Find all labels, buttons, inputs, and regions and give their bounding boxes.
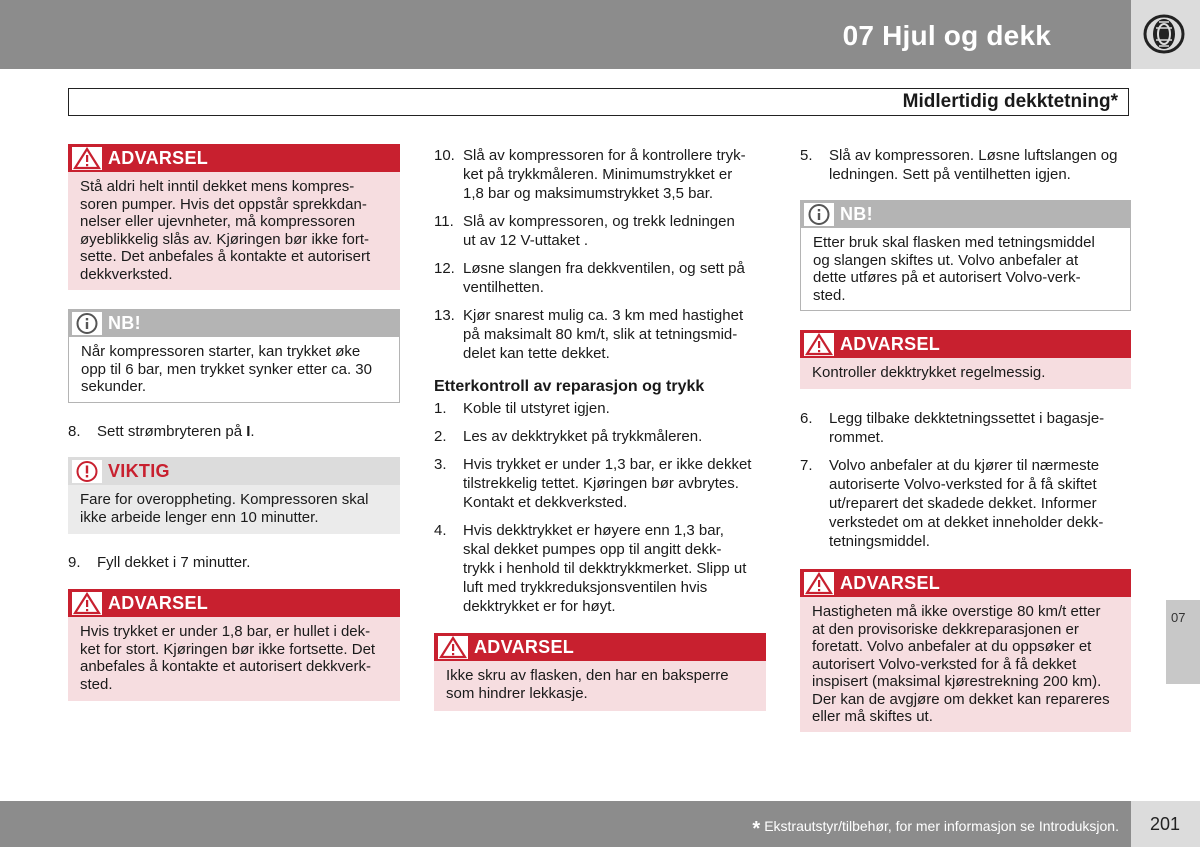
warning-text: Hastigheten må ikke overstige 80 km/t etter at den provisoriske dekkreparasjonen er foretatt. Volvo anbefaler at du oppsøker et autorisert Volvo-verksted for å få dekket inspisert (maksimal kjørestrekning 200 km). Der kan de avgjøre om dekket kan repareres eller må skiftes ut. (800, 597, 1131, 732)
warning-title: ADVARSEL (840, 573, 941, 593)
step-text: Legg tilbake dekktetningssettet i bagasje- rommet. (829, 410, 1105, 446)
page-number-box (1131, 801, 1200, 847)
section-title: Midlertidig dekktetning* (902, 91, 1118, 112)
step-number: 7. (800, 457, 813, 474)
warning-text: Hvis trykket er under 1,8 bar, er hullet i dek- ket for stort. Kjøringen bør ikke fortsette. Det anbefales å kontakte et autorisert dekkverk- sted. (68, 617, 400, 701)
header-bar (0, 0, 1131, 69)
step-text: Slå av kompressoren for å kontrollere tryk- ket på trykkmåleren. Minimumstrykket er 1,8 bar og maksimumstrykket 3,5 bar. (463, 147, 746, 202)
important-text: Fare for overoppheting. Kompressoren skal ikke arbeide lenger enn 10 minutter. (68, 485, 400, 534)
note-box-header (68, 309, 400, 337)
footnote-star: * (752, 818, 761, 840)
step-number: 3. (434, 456, 447, 473)
step-number: 6. (800, 410, 813, 427)
subheading: Etterkontroll av reparasjon og trykk (434, 378, 705, 395)
chapter-side-tab (1166, 600, 1200, 684)
warning-title: ADVARSEL (840, 334, 941, 354)
warning-triangle-icon (72, 147, 102, 170)
chapter-title: 07 Hjul og dekk (842, 20, 1051, 51)
switch-position: I (246, 423, 251, 440)
step-text: Løsne slangen fra dekkventilen, og sett på ventilhetten. (463, 260, 745, 296)
step-number: 13. (434, 307, 455, 324)
warning-box-2 (68, 589, 400, 701)
step-text: Volvo anbefaler at du kjører til nærmeste autoriserte Volvo-verksted for å få skiftet ut/reparert det skadede dekket. Informer verkstedet om at dekket inneholder dekk- tetningsmiddel. (829, 457, 1104, 550)
step-number: 4. (434, 522, 447, 539)
warning-box-3 (434, 633, 766, 711)
step-number: 5. (800, 147, 813, 164)
step-text: Sett strømbryteren på I. (97, 423, 255, 440)
warning-text: Stå aldri helt inntil dekket mens kompres- soren pumper. Hvis det oppstår sprekkdan- nelser eller ujevnheter, må kompressoren øyeblikkelig slås av. Kjøringen bør ikke fort- sette. Det anbefales å kontakte et autorisert dekkverksted. (68, 172, 400, 290)
step-text: Slå av kompressoren, og trekk ledningen ut av 12 V-uttaket . (463, 213, 735, 249)
step-text: Kjør snarest mulig ca. 3 km med hastighet på maksimalt 80 km/t, slik at tetningsmid- delet kan tette dekket. (463, 307, 744, 362)
warning-box-header (68, 144, 400, 172)
warning-box-1 (68, 144, 400, 290)
warning-triangle-icon (804, 572, 834, 595)
step-number: 8. (68, 423, 81, 440)
note-box-header (800, 200, 1131, 228)
page-number: 201 (1150, 814, 1181, 834)
warning-box-header (800, 569, 1131, 597)
step-number: 1. (434, 400, 447, 417)
warning-box-4 (800, 330, 1131, 389)
step-number: 12. (434, 260, 455, 277)
warning-triangle-icon (804, 333, 834, 356)
step-text: Hvis dekktrykket er høyere enn 1,3 bar, skal dekket pumpes opp til angitt dekk- trykk i henhold til dekktrykkmerket. Slipp ut luft med trykkreduksjonsventilen hvis dekktrykket er for høyt. (463, 522, 747, 615)
step-text: Hvis trykket er under 1,3 bar, er ikke dekket tilstrekkelig tettet. Kjøringen bør avbrytes. Kontakt et dekkverksted. (463, 456, 752, 511)
warning-box-header (800, 330, 1131, 358)
section-title-box (68, 88, 1129, 116)
info-icon (804, 203, 834, 226)
step-text: Slå av kompressoren. Løsne luftslangen og ledningen. Sett på ventilhetten igjen. (829, 147, 1118, 183)
warning-title: ADVARSEL (474, 637, 575, 657)
chapter-icon-box (1131, 0, 1200, 69)
note-box-1 (68, 309, 400, 403)
step-number: 11. (434, 213, 454, 230)
step-number: 9. (68, 554, 81, 571)
info-icon (72, 312, 102, 335)
tire-icon (1142, 14, 1186, 54)
important-box (68, 457, 400, 534)
footnote (752, 818, 1119, 841)
footnote-text: Ekstrautstyr/tilbehør, for mer informasjon se Introduksjon. (764, 818, 1119, 834)
step-text: Koble til utstyret igjen. (463, 400, 610, 417)
warning-title: ADVARSEL (108, 593, 209, 613)
warning-box-header (68, 589, 400, 617)
warning-text: Ikke skru av flasken, den har en baksperre som hindrer lekkasje. (434, 661, 766, 711)
warning-box-header (434, 633, 766, 661)
warning-box-5 (800, 569, 1131, 732)
step-text: Fyll dekket i 7 minutter. (97, 554, 251, 571)
note-text: Etter bruk skal flasken med tetningsmiddel og slangen skiftes ut. Volvo anbefaler at dette utføres på et autorisert Volvo-verk- sted. (800, 228, 1131, 311)
chapter-tab-label: 07 (1171, 610, 1186, 625)
warning-triangle-icon (438, 636, 468, 659)
note-title: NB! (108, 313, 141, 333)
exclamation-icon (72, 460, 102, 483)
footer-bar (0, 801, 1131, 847)
important-title: VIKTIG (108, 461, 170, 481)
step-text: Les av dekktrykket på trykkmåleren. (463, 428, 703, 445)
important-box-header (68, 457, 400, 485)
warning-triangle-icon (72, 592, 102, 615)
warning-text: Kontroller dekktrykket regelmessig. (800, 358, 1131, 389)
note-text: Når kompressoren starter, kan trykket øke opp til 6 bar, men trykket synker etter ca. 30 sekunder. (68, 337, 400, 403)
note-box-2 (800, 200, 1131, 311)
warning-title: ADVARSEL (108, 148, 209, 168)
step-number: 2. (434, 428, 447, 445)
step-number: 10. (434, 147, 455, 164)
note-title: NB! (840, 204, 873, 224)
